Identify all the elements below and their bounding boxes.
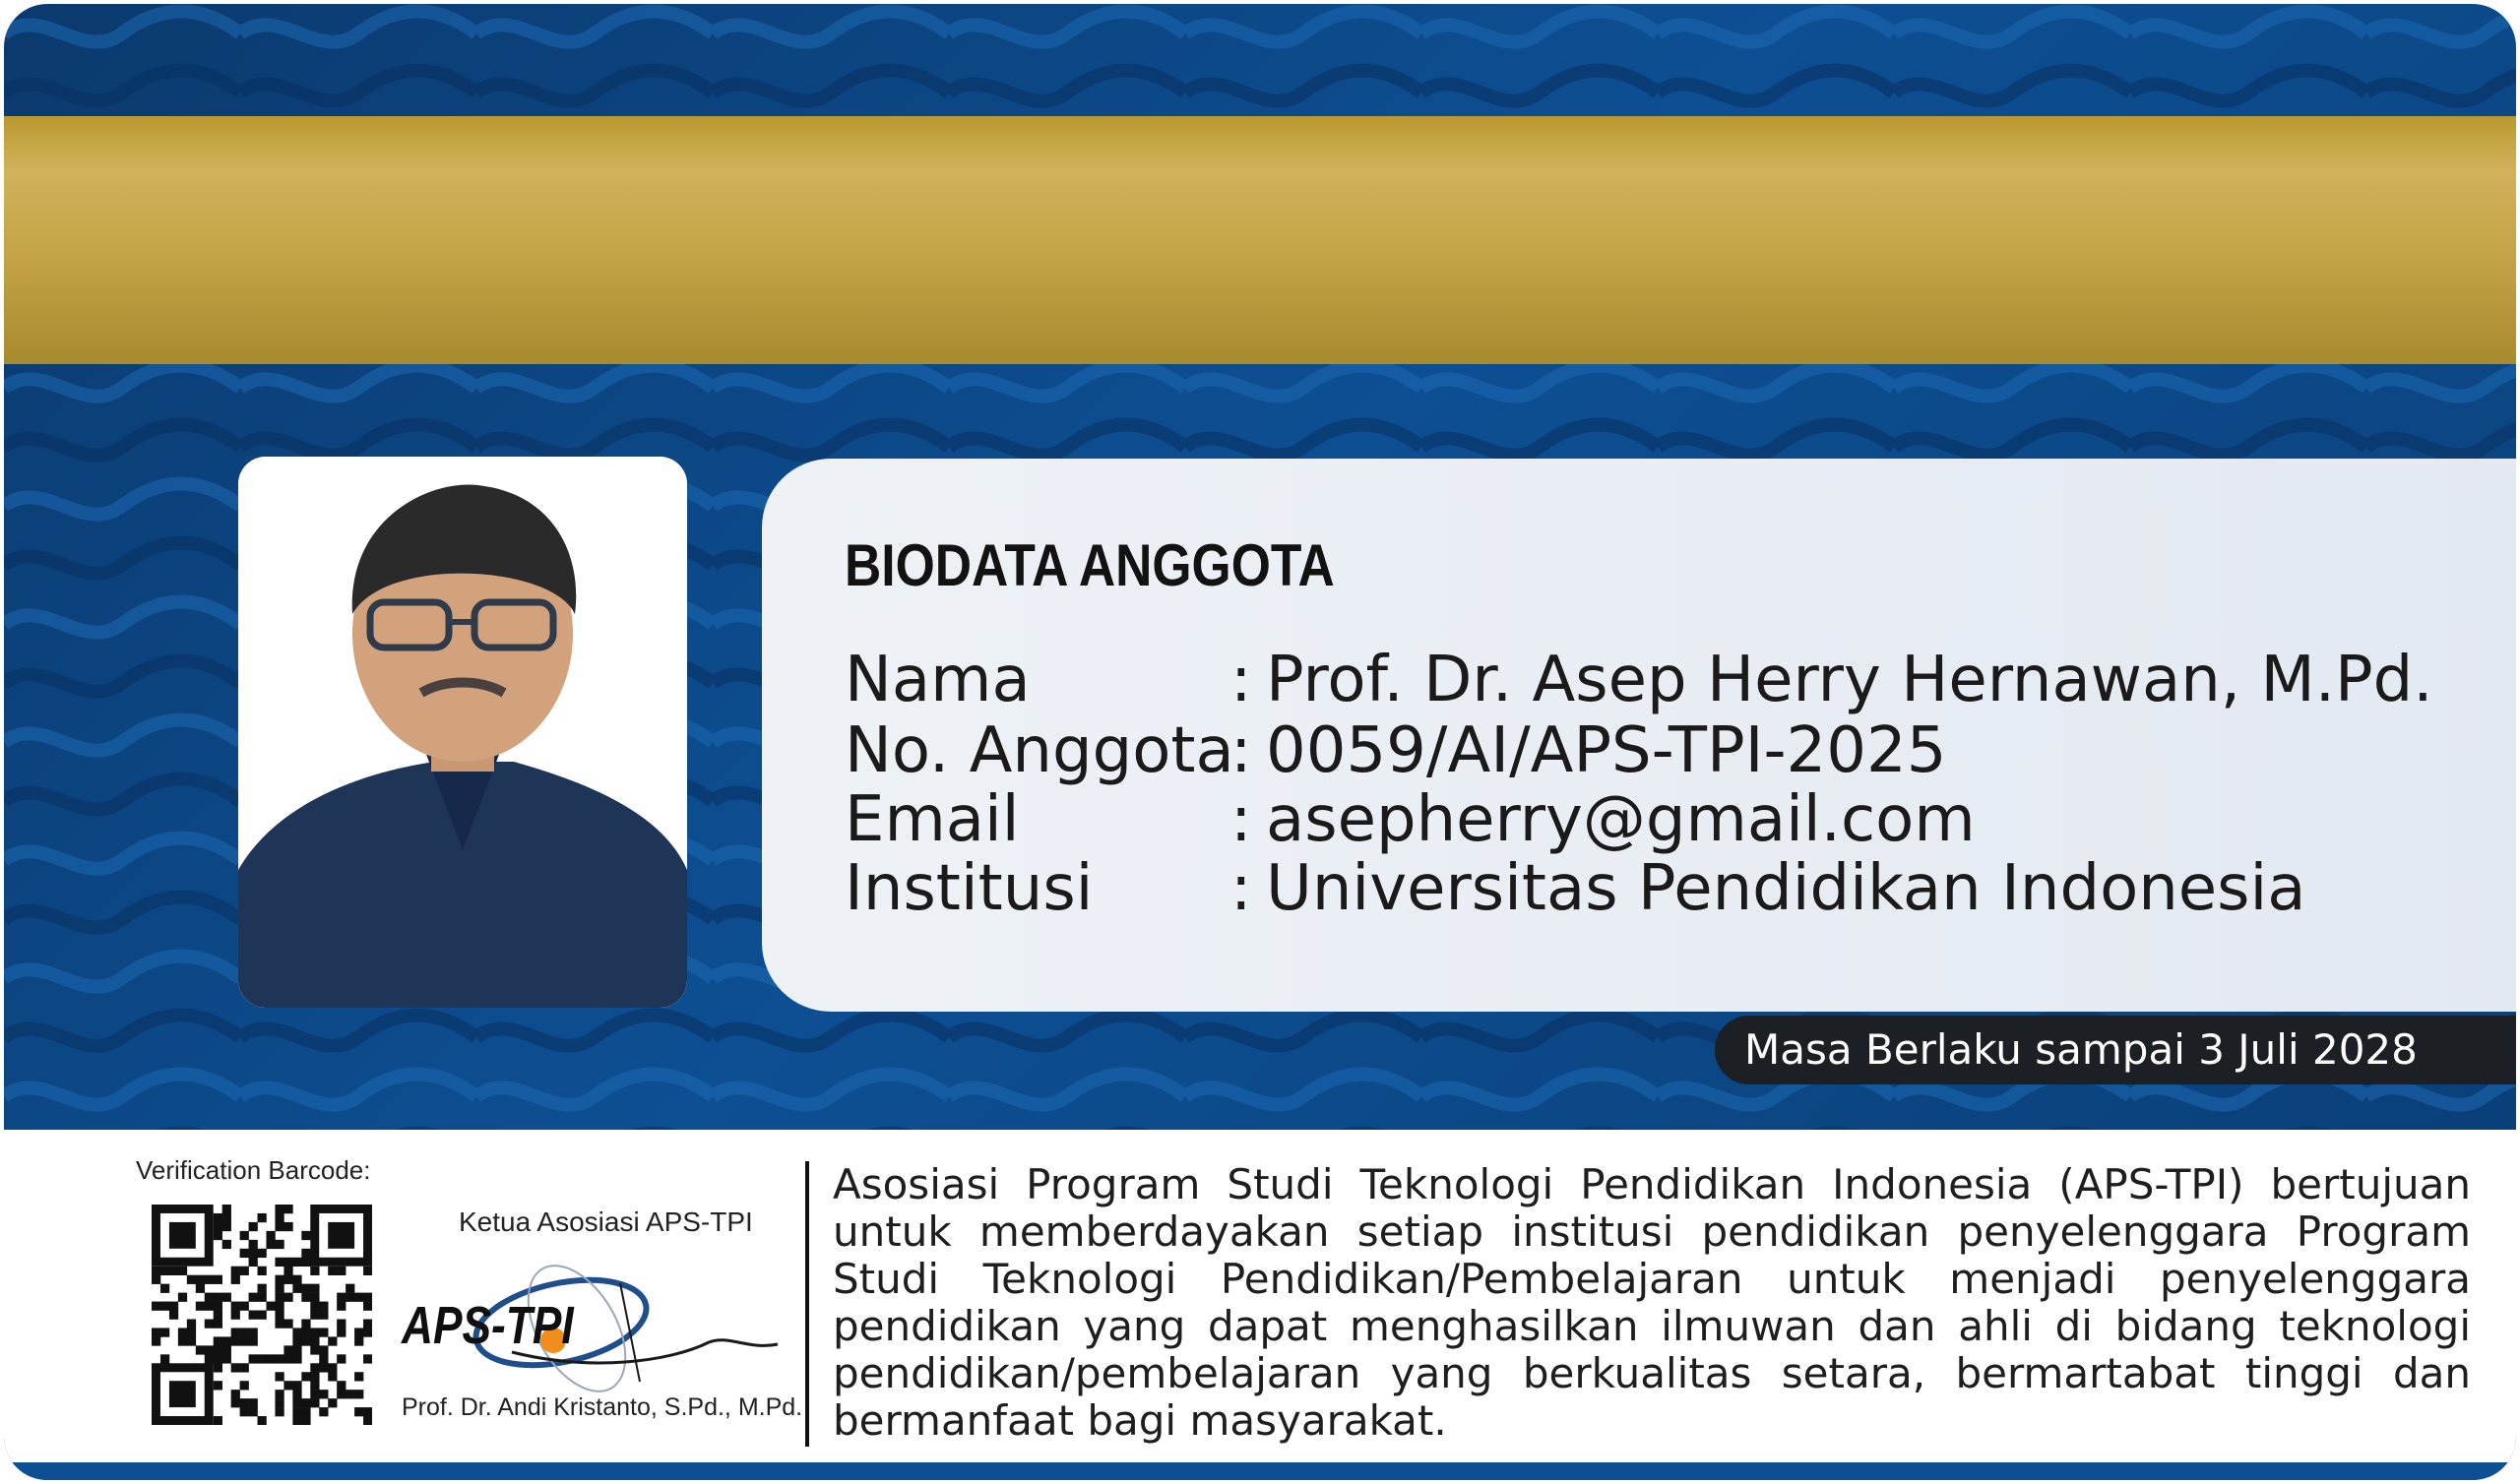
vertical-divider xyxy=(805,1161,809,1447)
field-separator: : xyxy=(1230,644,1252,716)
field-separator: : xyxy=(1230,714,1252,787)
field-separator: : xyxy=(1230,783,1252,856)
field-value: 0059/AI/APS-TPI-2025 xyxy=(1266,714,1947,787)
field-label: No. Anggota xyxy=(845,714,1234,787)
field-value: asepherry@gmail.com xyxy=(1266,783,1976,856)
logo-wordmark: APS-TPI xyxy=(402,1296,574,1355)
biodata-panel xyxy=(762,459,2516,1012)
field-label: Email xyxy=(845,783,1020,856)
field-separator: : xyxy=(1230,852,1252,925)
section-title: BIODATA ANGGOTA xyxy=(845,532,1335,598)
person-portrait-icon xyxy=(238,457,687,1008)
verification-label: Verification Barcode: xyxy=(136,1155,371,1185)
field-label: Institusi xyxy=(845,852,1094,925)
member-photo xyxy=(238,457,687,1008)
card-footer xyxy=(4,1130,2516,1462)
association-description: Asosiasi Program Studi Teknologi Pendidikan Indonesia (APS-TPI) bertujuan untuk memberdayakan setiap institusi pendidikan penyelenggara Program Studi Teknologi Pendidikan/Pembelajaran untuk menjadi penyelenggara pendidikan yang dapat menghasilkan ilmuwan dan ahli di bidang teknologi pendidikan/pembelajaran yang berkualitas setara, bermartabat tinggi dan bermanfaat bagi masyarakat. xyxy=(833,1160,2471,1445)
validity-text: Masa Berlaku sampai 3 Juli 2028 xyxy=(1744,1025,2418,1074)
qr-code-icon xyxy=(152,1205,372,1425)
field-value: Prof. Dr. Asep Herry Hernawan, M.Pd. xyxy=(1266,644,2433,716)
field-value: Universitas Pendidikan Indonesia xyxy=(1266,852,2306,925)
chair-title: Ketua Asosiasi APS-TPI xyxy=(459,1206,753,1237)
field-label: Nama xyxy=(845,644,1031,716)
member-card xyxy=(4,4,2516,1480)
chair-name: Prof. Dr. Andi Kristanto, S.Pd., M.Pd. xyxy=(402,1393,803,1421)
magnetic-gold-stripe xyxy=(4,116,2516,364)
bottom-blue-edge xyxy=(4,1462,2516,1480)
validity-badge xyxy=(1715,1016,2516,1084)
